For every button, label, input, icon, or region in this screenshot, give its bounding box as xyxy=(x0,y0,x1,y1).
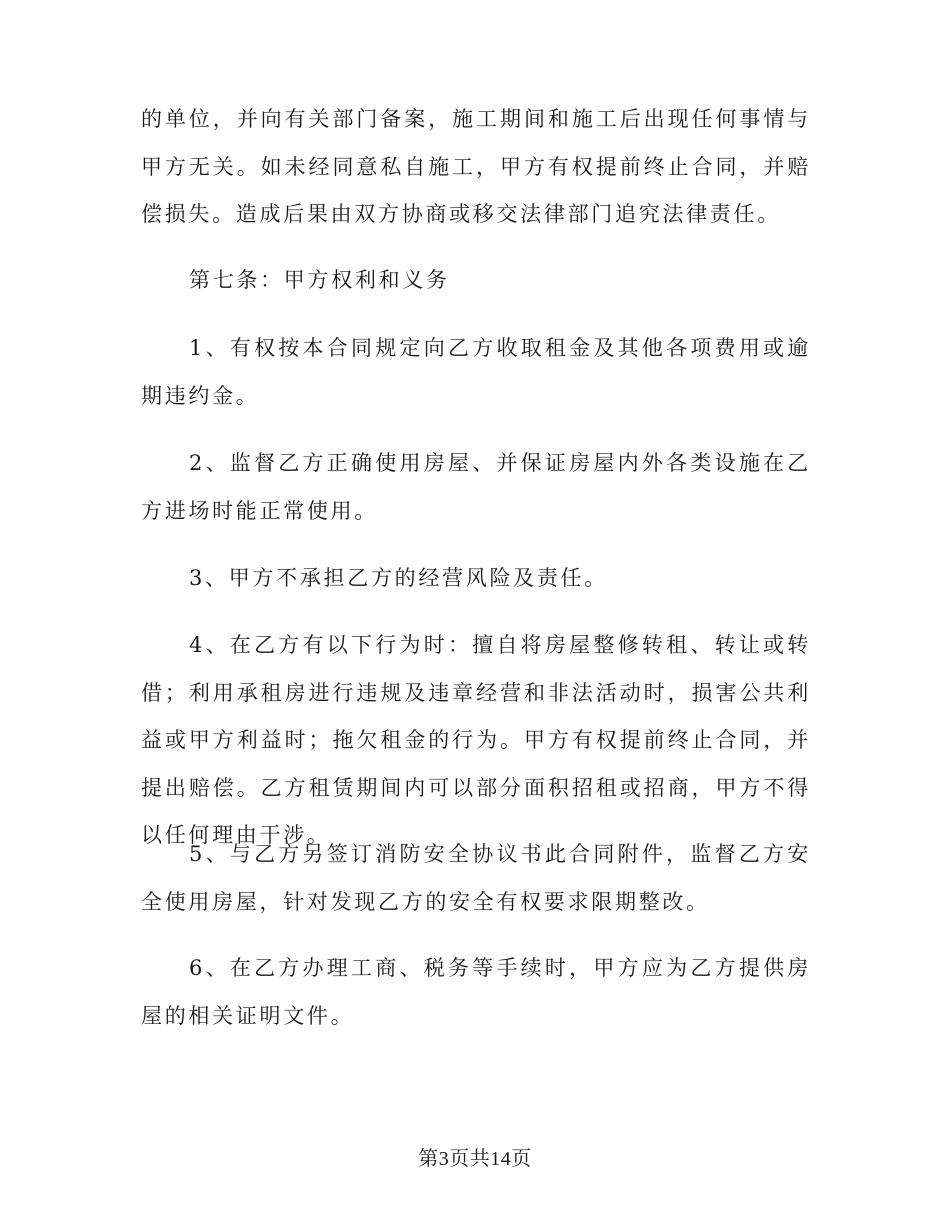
clause-3-no-business-risk: 3、甲方不承担乙方的经营风险及责任。 xyxy=(189,566,608,590)
clause-6-documents: 6、在乙方办理工商、税务等手续时，甲方应为乙方提供房屋的相关证明文件。 xyxy=(141,956,811,1028)
section-heading-article-7: 第七条：甲方权利和义务 xyxy=(189,268,450,292)
clause-2-supervise-usage: 2、监督乙方正确使用房屋、并保证房屋内外各类设施在乙方进场时能正常使用。 xyxy=(141,451,811,523)
clause-4-termination-rights: 4、在乙方有以下行为时：擅自将房屋整修转租、转让或转借；利用承租房进行违规及违章经营和非法活动时，损害公共利益或甲方利益时；拖欠租金的行为。甲方有权提前终止合同，并提出赔偿。乙方租赁期间内可以部分面积招租或招商，甲方不得以任何理由干涉。 xyxy=(141,633,811,847)
clause-5-fire-safety: 5、与乙方另签订消防安全协议书此合同附件，监督乙方安全使用房屋，针对发现乙方的安全有权要求限期整改。 xyxy=(141,842,811,914)
page-number-footer: 第3页共14页 xyxy=(418,1148,532,1170)
clause-1-rent-collection: 1、有权按本合同规定向乙方收取租金及其他各项费用或逾期违约金。 xyxy=(141,336,811,408)
paragraph-construction-liability: 的单位，并向有关部门备案，施工期间和施工后出现任何事情与甲方无关。如未经同意私自施工，甲方有权提前终止合同，并赔偿损失。造成后果由双方协商或移交法律部门追究法律责任。 xyxy=(141,107,811,226)
